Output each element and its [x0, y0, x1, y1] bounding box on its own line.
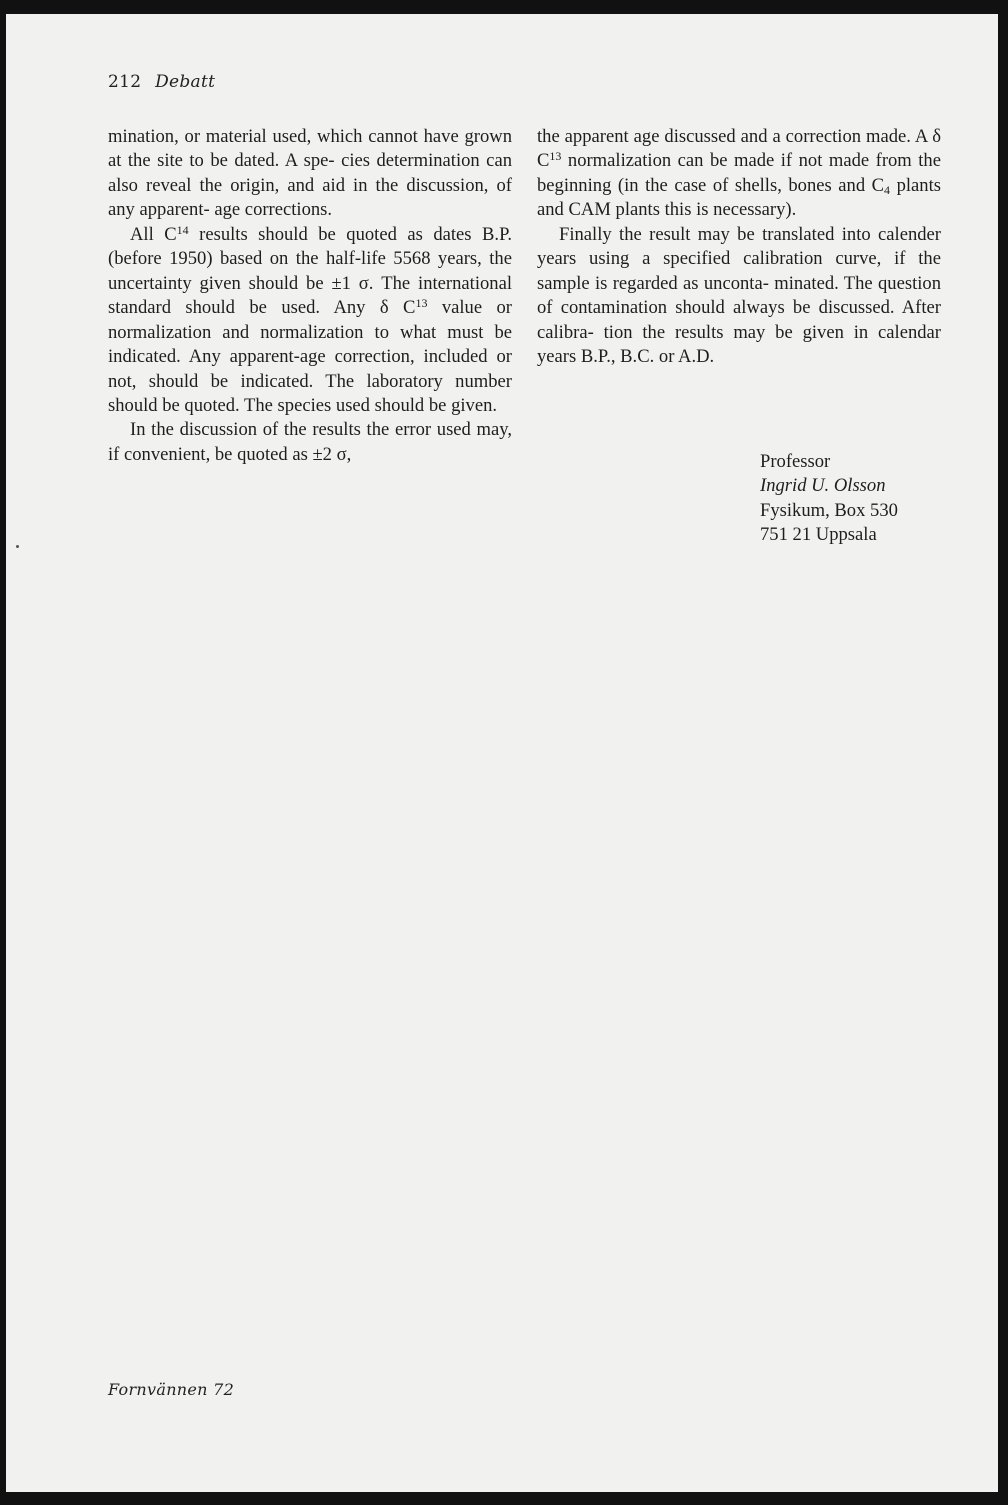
- right-column: [537, 125, 941, 370]
- text-line: used may, if convenient, be quoted as ±2 σ,: [108, 419, 512, 465]
- text-run: normalization can be made: [561, 150, 775, 172]
- author-signature: [760, 450, 898, 548]
- text-run: made. A δ C: [537, 126, 941, 172]
- text-line: calender years using a specified calibration: [537, 223, 941, 270]
- left-column: [108, 125, 512, 467]
- author-address-line: 751 21 Uppsala: [760, 524, 877, 546]
- text-run: value or normalization and: [108, 297, 512, 343]
- journal-footer: Fornvännen 72: [108, 1380, 235, 1399]
- text-line: ±1 σ. The international standard should be: [108, 272, 512, 319]
- text-line: the apparent age discussed and a correction: [537, 126, 862, 147]
- subscript: 4: [884, 182, 891, 197]
- text-run: case of shells, bones and C: [674, 174, 885, 196]
- page-number: 212: [108, 72, 142, 92]
- text-line: plants this is necessary).: [615, 199, 797, 221]
- text-line: normalization to what must be indicated.: [108, 321, 512, 368]
- paragraph: [537, 223, 941, 370]
- text-line: minated. The question of contamination: [537, 272, 941, 319]
- paragraph: [108, 125, 512, 223]
- text-line: tion the results may be given in calendar: [603, 321, 941, 343]
- author-name: Ingrid U. Olsson: [760, 475, 886, 497]
- text-line: Finally the result may be translated into: [559, 223, 871, 245]
- author-title: Professor: [760, 451, 831, 472]
- text-line: and aid in the discussion, of any apparent-: [108, 174, 512, 221]
- author-address-line: Fysikum, Box 530: [760, 499, 898, 521]
- paragraph: [108, 223, 512, 419]
- text-line: curve, if the sample is regarded as unconta-: [537, 248, 941, 294]
- text-line: B.P. (before 1950) based on the half-life: [108, 223, 513, 270]
- text-line: mination, or material used, which cannot: [108, 126, 418, 147]
- text-line: years B.P., B.C. or A.D.: [537, 346, 715, 368]
- running-title: Debatt: [155, 72, 216, 92]
- text-line: if not made from the beginning (in the: [537, 150, 941, 196]
- text-run: plants and CAM: [537, 174, 941, 221]
- text-line: not, should be indicated. The laboratory: [108, 370, 443, 392]
- text-line: In the discussion of the results the error: [130, 419, 432, 441]
- superscript: 13: [549, 149, 562, 164]
- text-line: number should be quoted. The species used: [108, 370, 512, 416]
- text-line: cies determination can also reveal the origin,: [108, 150, 512, 196]
- superscript: 14: [176, 222, 189, 237]
- page-header: [108, 72, 215, 92]
- text-line: 5568 years, the uncertainty given should be: [108, 248, 512, 294]
- text-line: have grown at the site to be dated. A spe-: [108, 126, 513, 172]
- superscript: 13: [415, 296, 428, 311]
- text-run: All C: [130, 223, 177, 245]
- scan-speck: [16, 545, 19, 548]
- text-run: results should be quoted as dates: [188, 223, 472, 245]
- text-run: used. Any δ C: [281, 297, 416, 319]
- text-line: should always be discussed. After calibra-: [537, 297, 941, 343]
- text-line: should be given.: [374, 394, 498, 416]
- text-line: Any apparent-age correction, included or: [188, 346, 512, 368]
- paragraph: [537, 125, 941, 223]
- paragraph: [108, 418, 512, 467]
- text-line: age corrections.: [214, 199, 333, 221]
